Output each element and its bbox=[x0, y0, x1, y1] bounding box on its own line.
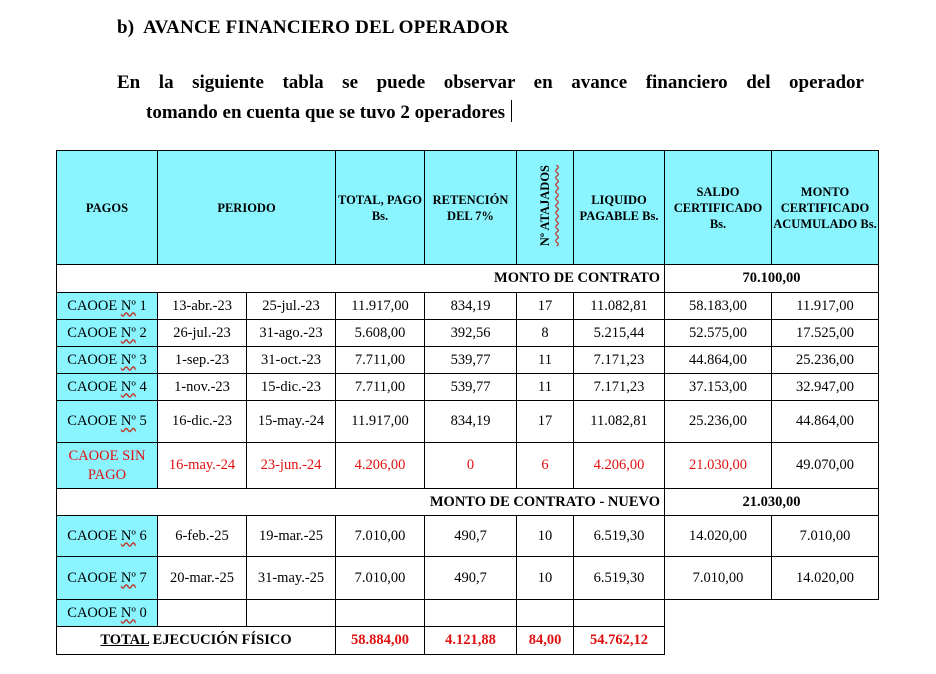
retencion-cell: 490,7 bbox=[425, 516, 517, 557]
total-cell: 11.917,00 bbox=[336, 401, 425, 443]
header-liquido: LIQUIDO PAGABLE Bs. bbox=[574, 151, 665, 265]
table-row bbox=[57, 401, 879, 443]
pago-cell: CAOOE Nº 6 bbox=[57, 516, 158, 557]
intro-line-2: tomando en cuenta que se tuvo 2 operadores bbox=[146, 102, 506, 123]
period-start: 1-nov.-23 bbox=[158, 374, 247, 401]
total-cell: 7.711,00 bbox=[336, 347, 425, 374]
monto-cell: 11.917,00 bbox=[772, 293, 879, 320]
monto-cell: 7.010,00 bbox=[772, 516, 879, 557]
contract-label: MONTO DE CONTRATO bbox=[57, 265, 665, 293]
monto-cell: 25.236,00 bbox=[772, 347, 879, 374]
period-end: 19-mar.-25 bbox=[247, 516, 336, 557]
header-retencion: RETENCIÓN DEL 7% bbox=[425, 151, 517, 265]
pago-cell: CAOOE Nº 5 bbox=[57, 401, 158, 443]
sinpago-row bbox=[57, 443, 879, 489]
monto-cell: 32.947,00 bbox=[772, 374, 879, 401]
pago-cell: CAOOE SIN PAGO bbox=[57, 443, 158, 489]
financial-progress-table bbox=[56, 150, 879, 655]
pago-cell: CAOOE Nº 2 bbox=[57, 320, 158, 347]
header-pagos: PAGOS bbox=[57, 151, 158, 265]
totals-retencion: 4.121,88 bbox=[425, 627, 517, 655]
period-end: 23-jun.-24 bbox=[247, 443, 336, 489]
header-saldo: SALDO CERTIFICADO Bs. bbox=[665, 151, 772, 265]
section-title: AVANCE FINANCIERO DEL OPERADOR bbox=[143, 17, 509, 38]
saldo-cell: 7.010,00 bbox=[665, 557, 772, 600]
atajados-cell: 11 bbox=[517, 347, 574, 374]
total-cell: 7.010,00 bbox=[336, 557, 425, 600]
retencion-cell: 539,77 bbox=[425, 347, 517, 374]
empty-cell bbox=[247, 600, 336, 627]
total-cell: 11.917,00 bbox=[336, 293, 425, 320]
saldo-cell: 58.183,00 bbox=[665, 293, 772, 320]
monto-cell: 14.020,00 bbox=[772, 557, 879, 600]
blank-cell bbox=[665, 600, 772, 627]
total-cell: 4.206,00 bbox=[336, 443, 425, 489]
table-row bbox=[57, 557, 879, 600]
contract-value: 70.100,00 bbox=[665, 265, 879, 293]
header-atajados: Nº ATAJADOS bbox=[538, 164, 552, 247]
retencion-cell: 0 bbox=[425, 443, 517, 489]
atajados-cell: 10 bbox=[517, 557, 574, 600]
atajados-cell: 8 bbox=[517, 320, 574, 347]
empty-cell bbox=[158, 600, 247, 627]
saldo-cell: 52.575,00 bbox=[665, 320, 772, 347]
header-periodo: PERIODO bbox=[158, 151, 336, 265]
total-cell: 7.711,00 bbox=[336, 374, 425, 401]
pago-cell: CAOOE Nº 0 bbox=[57, 600, 158, 627]
liquido-cell: 11.082,81 bbox=[574, 293, 665, 320]
total-cell: 5.608,00 bbox=[336, 320, 425, 347]
header-atajados-cell bbox=[517, 151, 574, 265]
atajados-cell: 11 bbox=[517, 374, 574, 401]
table-row-empty bbox=[57, 600, 879, 627]
period-start: 13-abr.-23 bbox=[158, 293, 247, 320]
liquido-cell: 11.082,81 bbox=[574, 401, 665, 443]
table-row bbox=[57, 293, 879, 320]
period-start: 20-mar.-25 bbox=[158, 557, 247, 600]
empty-cell bbox=[517, 600, 574, 627]
period-end: 15-may.-24 bbox=[247, 401, 336, 443]
atajados-cell: 6 bbox=[517, 443, 574, 489]
pago-cell: CAOOE Nº 1 bbox=[57, 293, 158, 320]
table-row bbox=[57, 374, 879, 401]
atajados-cell: 17 bbox=[517, 293, 574, 320]
period-start: 16-dic.-23 bbox=[158, 401, 247, 443]
text-cursor bbox=[511, 100, 512, 122]
liquido-cell: 5.215,44 bbox=[574, 320, 665, 347]
monto-cell: 17.525,00 bbox=[772, 320, 879, 347]
table-row bbox=[57, 516, 879, 557]
totals-atajados: 84,00 bbox=[517, 627, 574, 655]
period-end: 31-oct.-23 bbox=[247, 347, 336, 374]
blank-cell bbox=[665, 627, 772, 655]
contract-new-label: MONTO DE CONTRATO - NUEVO bbox=[57, 489, 665, 516]
retencion-cell: 834,19 bbox=[425, 293, 517, 320]
atajados-cell: 17 bbox=[517, 401, 574, 443]
saldo-cell: 44.864,00 bbox=[665, 347, 772, 374]
pago-cell: CAOOE Nº 7 bbox=[57, 557, 158, 600]
pago-cell: CAOOE Nº 3 bbox=[57, 347, 158, 374]
retencion-cell: 392,56 bbox=[425, 320, 517, 347]
period-end: 15-dic.-23 bbox=[247, 374, 336, 401]
liquido-cell: 4.206,00 bbox=[574, 443, 665, 489]
monto-cell: 49.070,00 bbox=[772, 443, 879, 489]
saldo-cell: 25.236,00 bbox=[665, 401, 772, 443]
section-heading bbox=[117, 17, 509, 39]
monto-cell: 44.864,00 bbox=[772, 401, 879, 443]
contract-new-row bbox=[57, 489, 879, 516]
intro-paragraph bbox=[117, 68, 864, 128]
saldo-cell: 37.153,00 bbox=[665, 374, 772, 401]
blank-cell bbox=[772, 627, 879, 655]
atajados-cell: 10 bbox=[517, 516, 574, 557]
empty-cell bbox=[336, 600, 425, 627]
totals-liquido: 54.762,12 bbox=[574, 627, 665, 655]
contract-row bbox=[57, 265, 879, 293]
pago-cell: CAOOE Nº 4 bbox=[57, 374, 158, 401]
retencion-cell: 834,19 bbox=[425, 401, 517, 443]
period-start: 1-sep.-23 bbox=[158, 347, 247, 374]
empty-cell bbox=[574, 600, 665, 627]
liquido-cell: 6.519,30 bbox=[574, 557, 665, 600]
period-start: 16-may.-24 bbox=[158, 443, 247, 489]
empty-cell bbox=[425, 600, 517, 627]
liquido-cell: 7.171,23 bbox=[574, 374, 665, 401]
saldo-cell: 21.030,00 bbox=[665, 443, 772, 489]
header-row bbox=[57, 151, 879, 265]
retencion-cell: 490,7 bbox=[425, 557, 517, 600]
contract-new-value: 21.030,00 bbox=[665, 489, 879, 516]
period-end: 31-ago.-23 bbox=[247, 320, 336, 347]
header-monto: MONTO CERTIFICADO ACUMULADO Bs. bbox=[772, 151, 879, 265]
table-row bbox=[57, 320, 879, 347]
period-end: 31-may.-25 bbox=[247, 557, 336, 600]
saldo-cell: 14.020,00 bbox=[665, 516, 772, 557]
header-total: TOTAL, PAGO Bs. bbox=[336, 151, 425, 265]
blank-cell bbox=[772, 600, 879, 627]
period-start: 26-jul.-23 bbox=[158, 320, 247, 347]
period-start: 6-feb.-25 bbox=[158, 516, 247, 557]
intro-line-1: En la siguiente tabla se puede observar en avance financiero del operador bbox=[117, 72, 864, 93]
liquido-cell: 7.171,23 bbox=[574, 347, 665, 374]
total-cell: 7.010,00 bbox=[336, 516, 425, 557]
section-prefix: b) bbox=[117, 17, 135, 38]
table-row bbox=[57, 347, 879, 374]
retencion-cell: 539,77 bbox=[425, 374, 517, 401]
liquido-cell: 6.519,30 bbox=[574, 516, 665, 557]
totals-row bbox=[57, 627, 879, 655]
totals-label: TOTAL EJECUCIÓN FÍSICO bbox=[57, 627, 336, 655]
period-end: 25-jul.-23 bbox=[247, 293, 336, 320]
totals-total: 58.884,00 bbox=[336, 627, 425, 655]
